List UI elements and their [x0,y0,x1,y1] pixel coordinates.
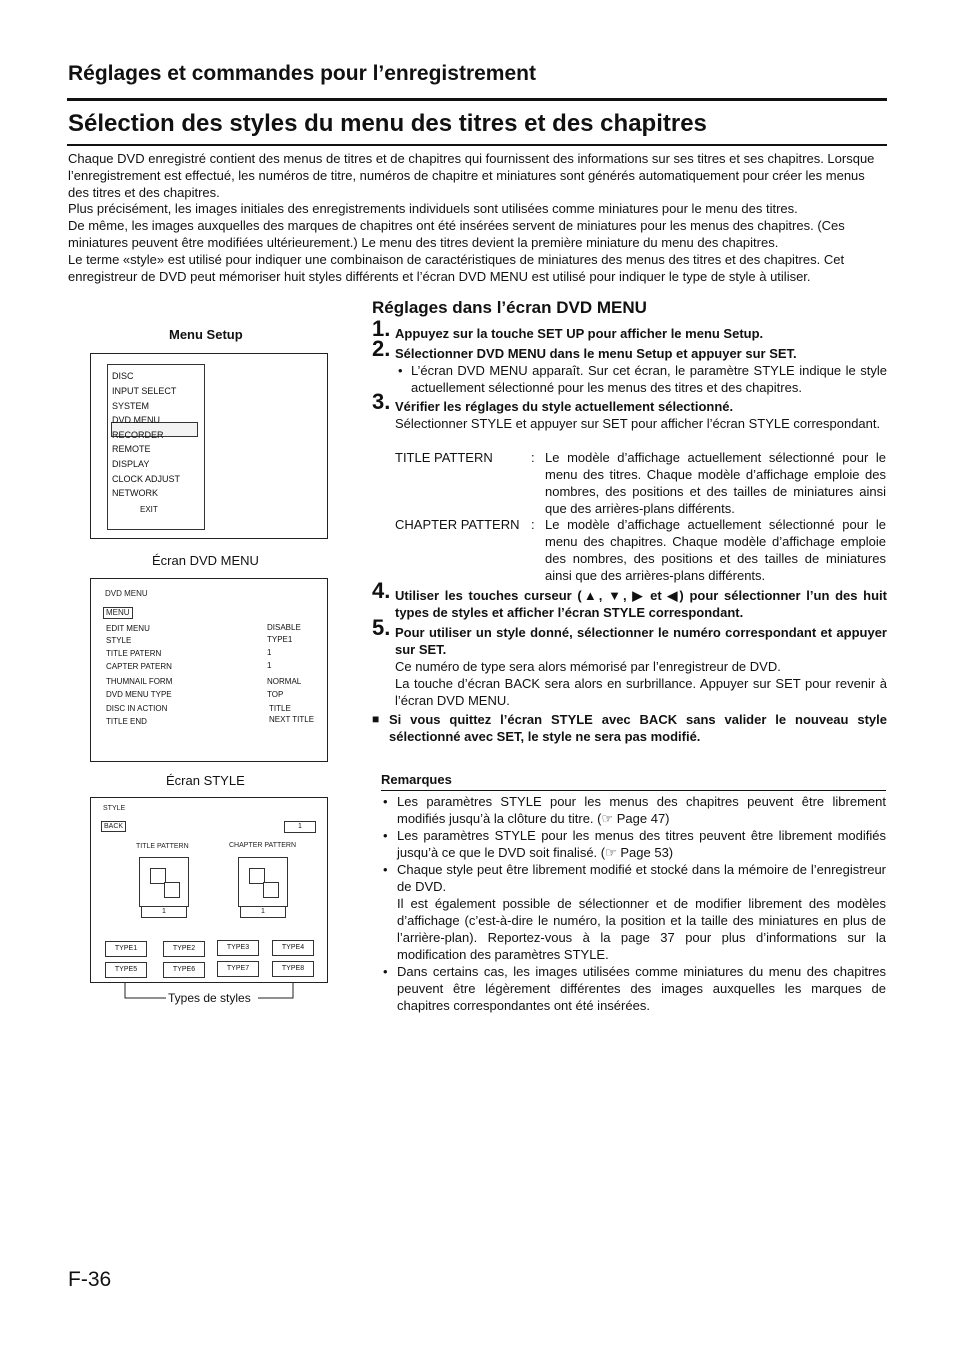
def-colon: : [531,450,535,465]
style-title: STYLE [103,805,126,812]
setting-label: TITLE PATERN [106,649,162,658]
remarks-title: Remarques [381,772,452,787]
back-button: BACK [101,821,126,832]
header-rule [67,98,887,101]
setting-value: TITLE [269,704,291,713]
setting-value: 1 [267,661,272,670]
note [372,711,887,745]
menu-item-disc: DISC [112,371,134,381]
dvd-menu-screen [90,578,328,762]
type-button: TYPE1 [105,941,147,957]
remarks-rule [381,790,886,791]
setting-value: NORMAL [267,677,302,686]
step-4 [372,578,887,621]
setting-label: THUMNAIL FORM [106,677,173,686]
def-term-chapter-pattern: CHAPTER PATTERN [395,517,520,532]
setting-label: DISC IN ACTION [106,704,168,713]
style-screen [90,797,328,983]
menu-item-network: NETWORK [112,488,158,498]
intro-text [68,151,888,285]
types-label: Types de styles [168,991,251,1005]
def-term-title-pattern: TITLE PATTERN [395,450,493,465]
type-button: TYPE2 [163,941,205,957]
style-number-box: 1 [284,821,316,833]
menu-item-exit: EXIT [140,505,158,514]
step-instruction: Vérifier les réglages du style actuellement sélectionné. [395,399,734,414]
remark-item: • Chaque style peut être librement modifié et stocké dans la mémoire de l’enregistreur de DVD. [381,861,886,895]
menu-item-input-select: INPUT SELECT [112,386,177,396]
dvd-menu-caption: Écran DVD MENU [152,553,259,568]
step-number: 2. [372,336,391,361]
menu-item-clock-adjust: CLOCK ADJUST [112,474,181,484]
step-instruction: Utiliser les touches curseur (▲, ▼, ▶ et ◀) pour sélectionner l’un des huit types de styles et afficher l’écran STYLE correspondant. [395,588,887,620]
menu-tab: MENU [103,607,133,619]
def-desc-chapter-pattern: Le modèle d’affichage actuellement sélectionné pour le menu des chapitres. Chaque modèle d’affichage emploie des nombres, des positions et des tailles de miniatures ainsi que des arrières-plans différents. [545,517,886,583]
type-button: TYPE4 [272,940,314,956]
setting-value: NEXT TITLE [269,715,315,724]
setting-value: DISABLE [267,623,301,632]
step-2 [372,336,887,396]
page-number: F-36 [68,1268,112,1291]
remarks-list [381,793,886,1014]
type-button: TYPE3 [217,940,259,956]
menu-item-display: DISPLAY [112,459,150,469]
chapter-pattern-label: CHAPTER PATTERN [229,842,297,849]
subsection-title: Réglages dans l’écran DVD MENU [372,298,647,317]
step-text: Sélectionner STYLE et appuyer sur SET pour afficher l’écran STYLE correspondant. [395,416,881,431]
setting-label: EDIT MENU [106,624,150,633]
note-square-icon: ■ [372,712,380,726]
intro-paragraph: Chaque DVD enregistré contient des menus de titres et de chapitres qui fournissent des informations sur ses titres et ses chapitres. Lorsque l’enregistrement est effectué, les numéros de titre, numéros de chapitre et miniatures sont générés automatiquement pour créer les menus des titres et des chapitres. [68,151,875,200]
step-bullet: • L’écran DVD MENU apparaît. Sur cet écran, le paramètre STYLE indique le style actuellement sélectionné pour les menus des titres et des chapitres. [395,362,887,396]
setting-value: TYPE1 [267,635,293,644]
dvd-menu-title: DVD MENU [105,589,148,598]
title-pattern-thumbnail [139,857,189,907]
def-desc-title-pattern: Le modèle d’affichage actuellement sélectionné pour le menu des titres. Chaque modèle d’affichage emploie des nombres, des positions et des tailles de miniatures ainsi que des arrières-plans différents. [545,450,886,516]
step-text: Ce numéro de type sera alors mémorisé par l’enregistreur de DVD. [395,659,781,674]
menu-setup-caption: Menu Setup [169,327,243,342]
section-title: Réglages et commandes pour l’enregistrement [68,62,536,85]
step-1 [372,316,887,342]
menu-setup-screen [90,353,328,539]
note-text: Si vous quittez l’écran STYLE avec BACK sans valider le nouveau style sélectionné avec SET, le style ne sera pas modifié. [389,712,887,744]
remark-item: • Les paramètres STYLE pour les menus des titres peuvent être librement modifiés jusqu’à ce que le DVD soit finalisé. (☞ Page 53) [381,827,886,861]
step-instruction: Sélectionner DVD MENU dans le menu Setup et appuyer sur SET. [395,346,797,361]
setting-value: 1 [267,648,272,657]
step-5 [372,615,887,709]
type-button: TYPE5 [105,962,147,978]
intro-paragraph: De même, les images auxquelles des marques de chapitres ont été insérées servent de miniatures pour les menus des chapitres. (Ces miniatures peuvent être modifiées ultérieurement.) Le menu des titres devient la première miniature du menu des chapitres. [68,218,845,250]
title-rule [67,144,887,146]
step-number: 4. [372,578,391,603]
intro-paragraph: Le terme «style» est utilisé pour indiquer une combinaison de caractéristiques de miniatures des menus des titres et des chapitres. Cet enregistreur de DVD peut mémoriser huit styles différents et l’écran DVD MENU est utilisé pour indiquer le type de style à utiliser. [68,251,845,284]
step-3 [372,389,887,432]
title-pattern-number: 1 [141,906,187,918]
step-instruction: Appuyez sur la touche SET UP pour afficher le menu Setup. [395,326,764,341]
setting-label: TITLE END [106,717,147,726]
type-button: TYPE7 [217,961,259,977]
remark-continuation: Il est également possible de sélectionner et de modifier librement des modèles d’affichage (c’est-à-dire le numéro, la position et la taille des miniatures en plus de l’arrière-plan). Reportez-vous à la page 37 pour plus d’informations sur la modification des paramètres STYLE. [397,896,886,962]
def-colon: : [531,517,535,532]
style-caption: Écran STYLE [166,773,245,788]
step-instruction: Pour utiliser un style donné, sélectionner le numéro correspondant et appuyer sur SET. [395,625,887,657]
setting-label: CAPTER PATERN [106,662,172,671]
chapter-pattern-thumbnail [238,857,288,907]
setting-label: DVD MENU TYPE [106,690,172,699]
step-number: 5. [372,615,391,640]
remark-item: • Les paramètres STYLE pour les menus des chapitres peuvent être librement modifiés jusqu’à la clôture du titre. (☞ Page 47) [381,793,886,827]
intro-paragraph: Plus précisément, les images initiales des enregistrements individuels sont utilisées comme miniatures pour le menu des titres. [68,201,798,217]
step-text: La touche d’écran BACK sera alors en surbrillance. Appuyer sur SET pour revenir à l’écran DVD MENU. [395,676,887,708]
step-number: 1. [372,316,391,341]
menu-item-system: SYSTEM [112,401,150,411]
menu-item-dvd-menu: DVD MENU [112,415,161,425]
page-title: Sélection des styles du menu des titres et des chapitres [68,110,707,137]
title-pattern-label: TITLE PATTERN [136,843,189,850]
menu-item-remote: REMOTE [112,444,151,454]
menu-item-recorder: RECORDER [112,430,164,440]
step-number: 3. [372,389,391,414]
setting-value: TOP [267,690,284,699]
chapter-pattern-number: 1 [240,906,286,918]
remark-item: • Dans certains cas, les images utilisées comme miniatures du menu des chapitres peuvent être légèrement différentes des images auxquelles les marques de chapitres correspondantes ont été insérées. [381,963,886,1014]
setting-label: STYLE [106,636,132,645]
type-button: TYPE6 [163,962,205,978]
type-button: TYPE8 [272,961,314,977]
menu-setup-list [107,364,205,530]
